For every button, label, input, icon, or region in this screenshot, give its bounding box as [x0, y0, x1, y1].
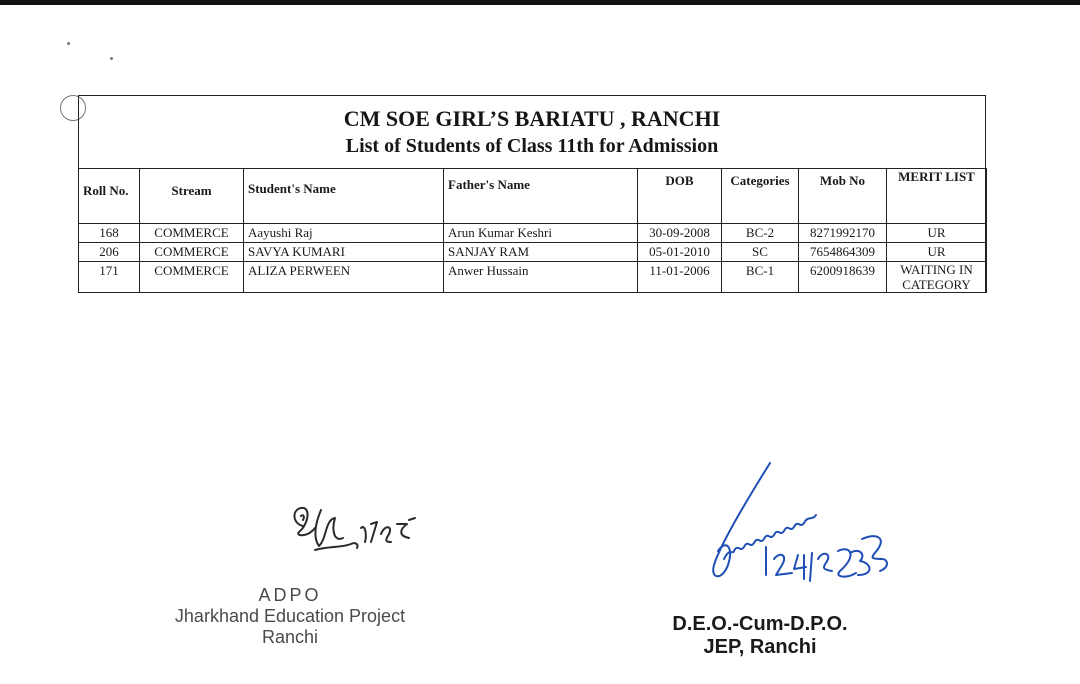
deo-signatory — [640, 613, 880, 659]
cell-category: SC — [722, 243, 799, 262]
col-mob-no: Mob No — [799, 169, 887, 224]
table-row — [79, 224, 987, 243]
cell-father: Arun Kumar Keshri — [444, 224, 638, 243]
scan-speck — [110, 57, 113, 60]
col-roll-no: Roll No. — [79, 169, 140, 224]
table-row — [79, 243, 987, 262]
cell-merit: WAITING IN CATEGORY — [900, 262, 973, 292]
admission-list-document — [78, 95, 986, 293]
cell-dob: 05-01-2010 — [638, 243, 722, 262]
cell-dob: 11-01-2006 — [638, 262, 722, 293]
col-father-name: Father's Name — [444, 169, 638, 224]
cell-roll: 206 — [79, 243, 140, 262]
school-title: CM SOE GIRL’S BARIATU , RANCHI — [343, 106, 721, 131]
cell-mobile: 6200918639 — [799, 262, 887, 293]
cell-category: BC-1 — [722, 262, 799, 293]
adpo-location: Ranchi — [261, 627, 319, 647]
scan-top-edge — [0, 0, 1080, 5]
col-merit-list: MERIT LIST — [887, 169, 987, 224]
cell-roll: 168 — [79, 224, 140, 243]
adpo-signature — [285, 498, 425, 568]
cell-father: Anwer Hussain — [444, 262, 638, 293]
table-header-row — [79, 169, 987, 224]
cell-father: SANJAY RAM — [444, 243, 638, 262]
col-dob: DOB — [638, 169, 722, 224]
cell-merit: UR — [887, 224, 987, 243]
cell-stream: COMMERCE — [140, 243, 244, 262]
cell-stream: COMMERCE — [140, 262, 244, 293]
cell-roll: 171 — [79, 262, 140, 293]
col-categories: Categories — [722, 169, 799, 224]
cell-dob: 30-09-2008 — [638, 224, 722, 243]
cell-mobile: 8271992170 — [799, 224, 887, 243]
adpo-title: ADPO — [258, 585, 322, 605]
cell-student: Aayushi Raj — [244, 224, 444, 243]
deo-organization: JEP, Ranchi — [703, 636, 817, 658]
list-subtitle: List of Students of Class 11th for Admission — [345, 135, 719, 157]
cell-mobile: 7654864309 — [799, 243, 887, 262]
deo-signature — [700, 455, 900, 605]
adpo-organization: Jharkhand Education Project — [174, 606, 406, 626]
cell-student: SAVYA KUMARI — [244, 243, 444, 262]
cell-student: ALIZA PERWEEN — [244, 262, 444, 293]
adpo-signatory — [150, 585, 430, 648]
deo-title: D.E.O.-Cum-D.P.O. — [672, 613, 848, 635]
table-row — [79, 262, 987, 293]
col-student-name: Student's Name — [244, 169, 444, 224]
cell-category: BC-2 — [722, 224, 799, 243]
cell-stream: COMMERCE — [140, 224, 244, 243]
scan-speck — [67, 42, 70, 45]
col-stream: Stream — [140, 169, 244, 224]
students-table — [78, 168, 987, 293]
cell-merit: UR — [887, 243, 987, 262]
